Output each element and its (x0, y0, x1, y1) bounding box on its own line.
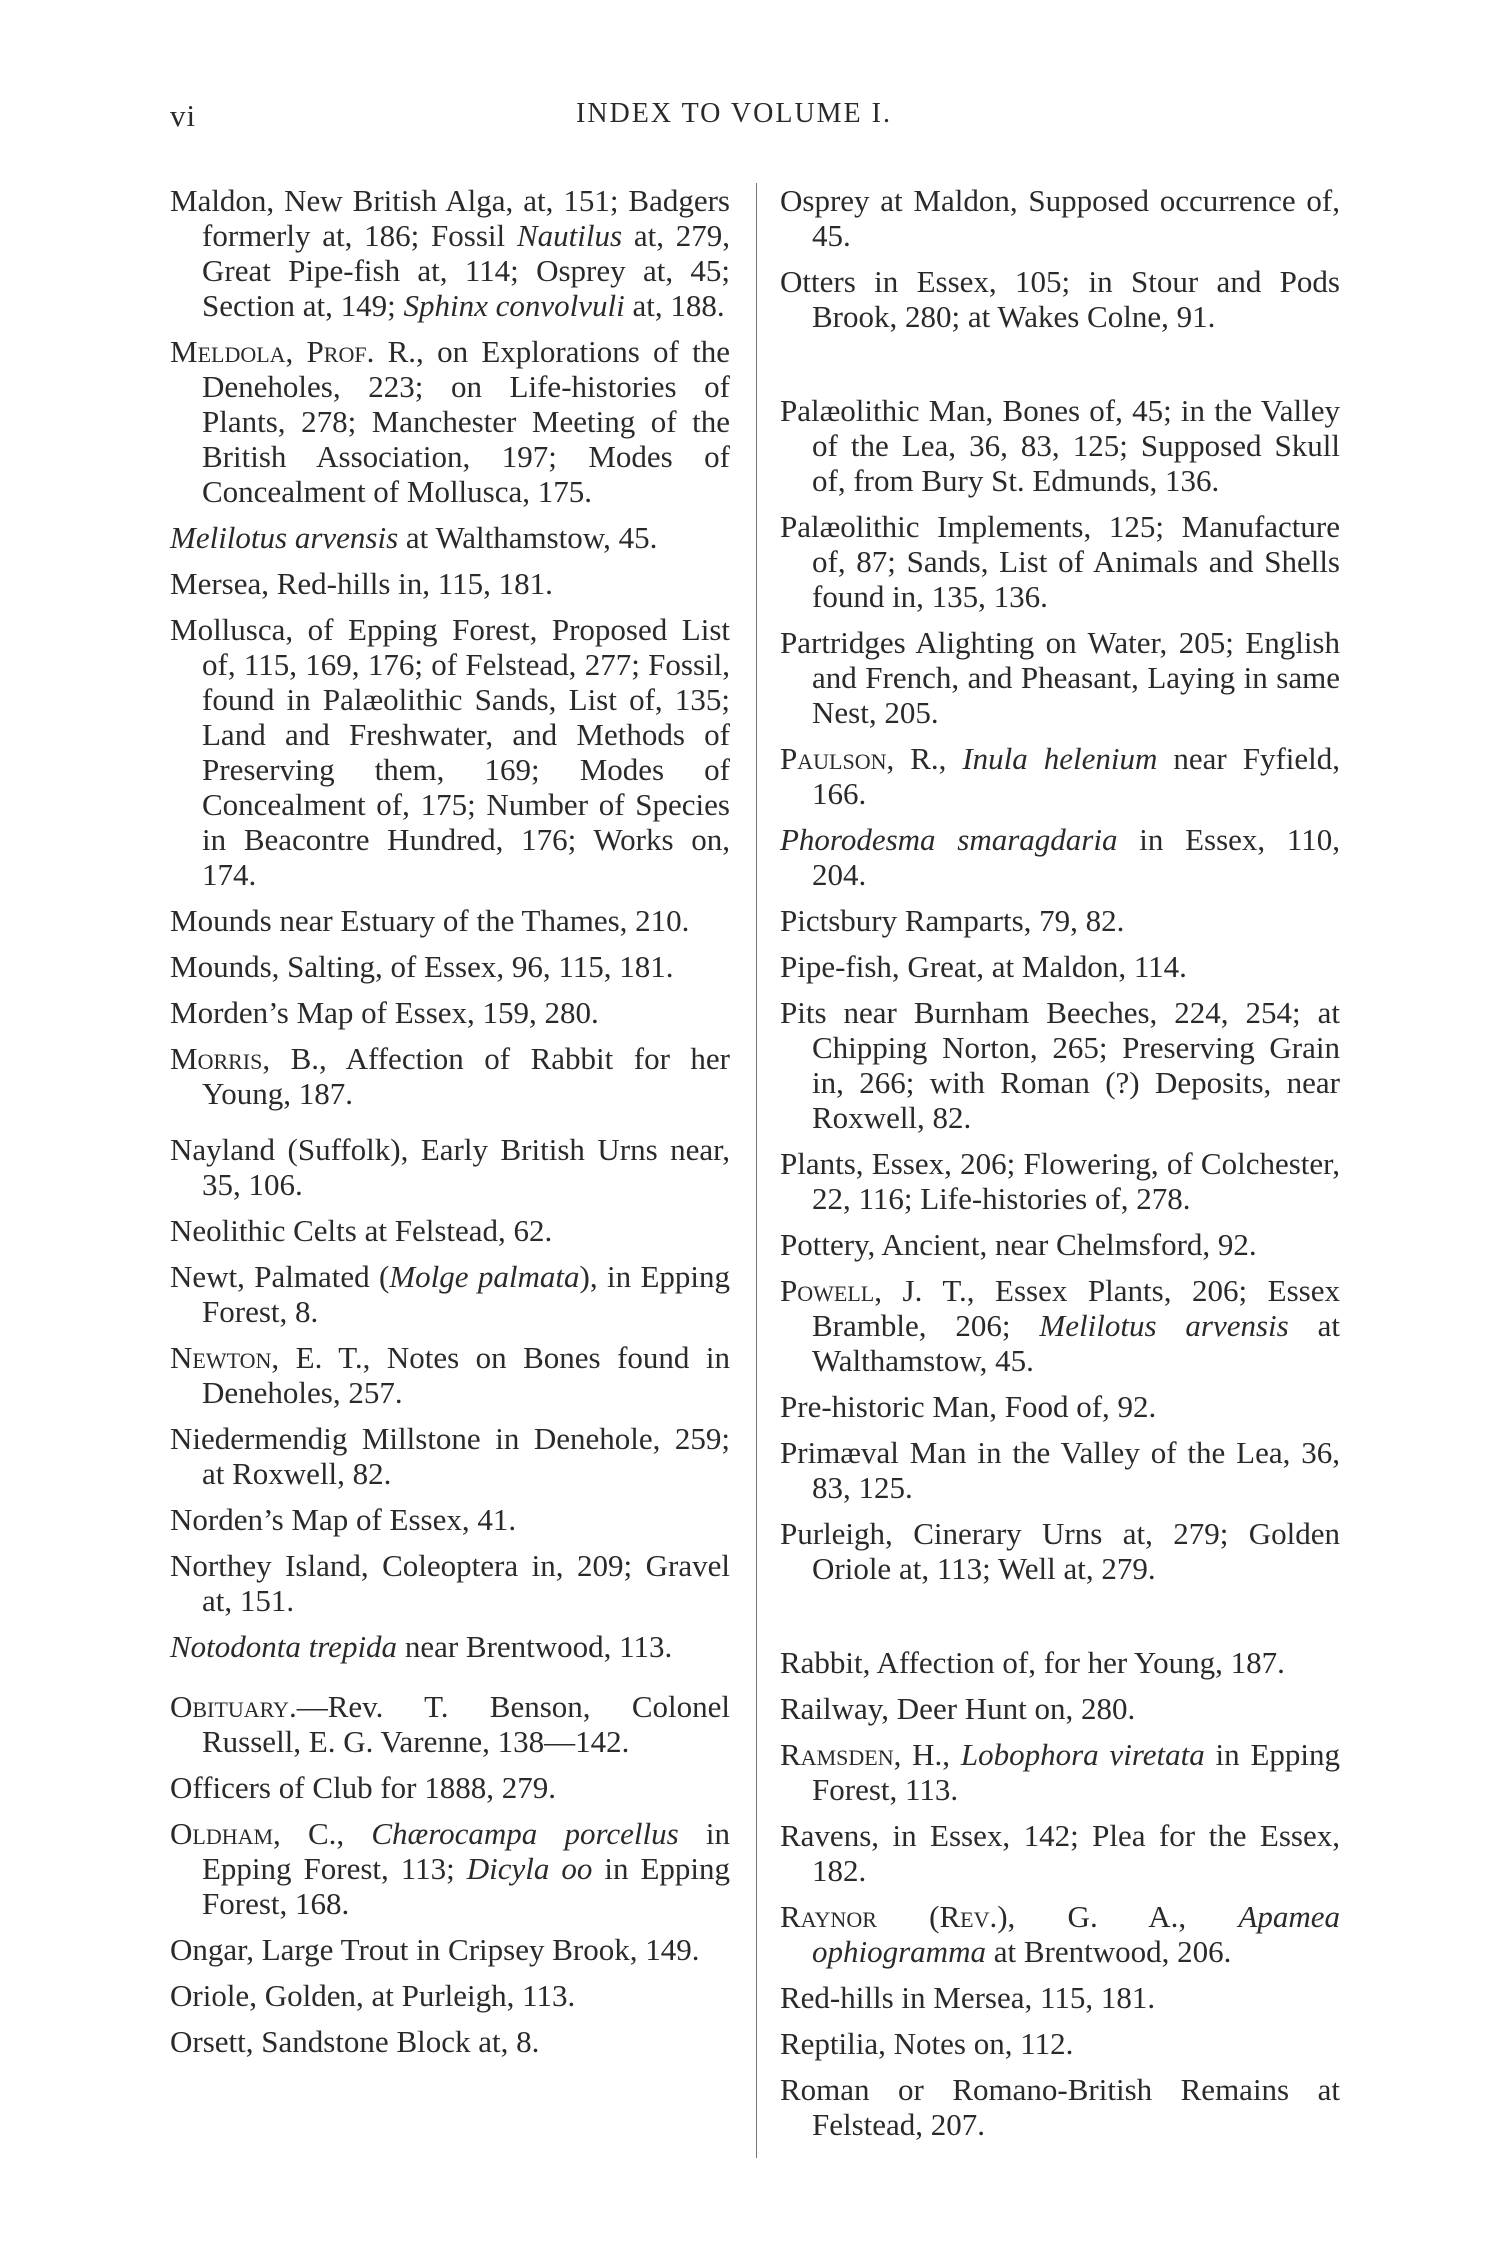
section-break (780, 1597, 1340, 1645)
entry-text: Palæolithic Man, Bones of, 45; in the Valley of the Lea, 36, 83, 125; Supposed Skull of, from Bury St. Edmunds, 136. (780, 393, 1340, 498)
entry-text: , Notes on Bones found in Deneholes, 257. (202, 1340, 731, 1410)
running-title: INDEX TO VOLUME I. (576, 98, 892, 129)
entry-text: Pre-historic Man, Food of, 92. (780, 1389, 1157, 1424)
entry-text: Roman or Romano-British Remains at Felstead, 207. (780, 2072, 1340, 2142)
index-entry (780, 625, 1340, 730)
index-entry (170, 1340, 730, 1410)
entry-text: Pictsbury Ramparts, 79, 82. (780, 903, 1125, 938)
author-name: Newton, E. T. (170, 1340, 363, 1375)
index-entry (170, 1689, 730, 1759)
section-break (170, 1122, 730, 1132)
entry-text: Purleigh, Cinerary Urns at, 279; Golden Oriole at, 113; Well at, 279. (780, 1516, 1340, 1586)
entry-text: Plants, Essex, 206; Flowering, of Colchester, 22, 116; Life-histories of, 278. (780, 1146, 1340, 1216)
entry-text: Norden’s Map of Essex, 41. (170, 1502, 517, 1537)
index-entry (170, 1041, 730, 1111)
species-name: Dicyla oo (466, 1851, 593, 1886)
entry-text: Rabbit, Affection of, for her Young, 187. (780, 1645, 1285, 1680)
index-entry (170, 995, 730, 1030)
index-entry (780, 264, 1340, 334)
entry-text: Nayland (Suffolk), Early British Urns near, 35, 106. (170, 1132, 730, 1202)
author-name: Raynor (Rev.), G. A. (780, 1899, 1179, 1934)
index-entry (170, 1932, 730, 1967)
index-entry (170, 2024, 730, 2059)
entry-text: Maldon, New British Alga, at, 151; Badgers formerly at, 186; Fossil (170, 183, 730, 253)
entry-text: Red-hills in Mersea, 115, 181. (780, 1980, 1156, 2015)
entry-text: Railway, Deer Hunt on, 280. (780, 1691, 1136, 1726)
page-header (0, 98, 1511, 148)
section-break (780, 345, 1340, 393)
entry-text: Niedermendig Millstone in Denehole, 259; at Roxwell, 82. (170, 1421, 730, 1491)
index-entry (780, 1273, 1340, 1378)
index-entry (780, 1737, 1340, 1807)
entry-text: , Affection of Rabbit for her Young, 187. (202, 1041, 730, 1111)
index-entry (780, 509, 1340, 614)
index-entry (170, 1548, 730, 1618)
entry-text: , (942, 1737, 961, 1772)
author-name: Powell, J. T. (780, 1273, 967, 1308)
index-entry (170, 183, 730, 323)
entry-text: Mounds, Salting, of Essex, 96, 115, 181. (170, 949, 674, 984)
entry-text: , (336, 1816, 372, 1851)
index-entry (170, 903, 730, 938)
index-entry (780, 1980, 1340, 2015)
index-entry (780, 1227, 1340, 1262)
entry-text: at Walthamstow, 45. (398, 520, 658, 555)
entry-text: Orsett, Sandstone Block at, 8. (170, 2024, 540, 2059)
entry-text: —Rev. T. Benson, Colonel Russell, E. G. Varenne, 138—142. (202, 1689, 730, 1759)
entry-text: Palæolithic Implements, 125; Manufacture of, 87; Sands, List of Animals and Shells found in, 135, 136. (780, 509, 1340, 614)
index-entry (170, 1770, 730, 1805)
entry-text: in Epping Forest, 113. (812, 1737, 1341, 1807)
index-column-left (170, 183, 730, 2070)
entry-text: near Brentwood, 113. (397, 1629, 673, 1664)
section-break (170, 1675, 730, 1689)
entry-text: Mersea, Red-hills in, 115, 181. (170, 566, 553, 601)
author-name: Oldham, C. (170, 1816, 337, 1851)
index-entry (780, 1146, 1340, 1216)
index-entry (170, 1816, 730, 1921)
column-divider (756, 183, 757, 2158)
entry-text: , on Explorations of the Deneholes, 223; on Life-histories of Plants, 278; Manchester Meeting of the British Association, 197; Modes of Concealment of Mollusca, 175. (202, 334, 730, 509)
index-column-right (780, 183, 1340, 2153)
species-name: Lobophora viretata (960, 1737, 1205, 1772)
entry-text: Primæval Man in the Valley of the Lea, 36, 83, 125. (780, 1435, 1340, 1505)
entry-text: Pottery, Ancient, near Chelmsford, 92. (780, 1227, 1257, 1262)
species-name: Sphinx convolvuli (403, 288, 625, 323)
entry-text: Mollusca, of Epping Forest, Proposed List of, 115, 169, 176; of Felstead, 277; Fossil, found in Palæolithic Sands, List of, 135; Land and Freshwater, and Methods of Preserving them, 169; Modes of Concealment of, 175; Number of Species in Beacontre Hundred, 176; Works on, 174. (170, 612, 730, 892)
index-entry (780, 2026, 1340, 2061)
species-name: Chærocampa porcellus (371, 1816, 679, 1851)
entry-text: Northey Island, Coleoptera in, 209; Gravel at, 151. (170, 1548, 730, 1618)
index-entry (170, 1421, 730, 1491)
entry-text: at Walthamstow, 45. (812, 1308, 1341, 1378)
index-entry (170, 1502, 730, 1537)
entry-text: in Epping Forest, 113; (202, 1816, 730, 1886)
entry-text: ), in Epping Forest, 8. (202, 1259, 730, 1329)
entry-text: Neolithic Celts at Felstead, 62. (170, 1213, 553, 1248)
page-number: vi (170, 98, 197, 133)
entry-text: Ongar, Large Trout in Cripsey Brook, 149. (170, 1932, 700, 1967)
index-entry (780, 393, 1340, 498)
index-entry (780, 1516, 1340, 1586)
index-entry (780, 183, 1340, 253)
entry-text: Newt, Palmated ( (170, 1259, 390, 1294)
entry-text: Morden’s Map of Essex, 159, 280. (170, 995, 599, 1030)
index-entry (170, 1132, 730, 1202)
entry-text: Reptilia, Notes on, 112. (780, 2026, 1074, 2061)
entry-text: Partridges Alighting on Water, 205; English and French, and Pheasant, Laying in same Nest, 205. (780, 625, 1340, 730)
entry-text: , (938, 741, 963, 776)
species-name: Melilotus arvensis (1039, 1308, 1289, 1343)
entry-text: in Essex, 110, 204. (812, 822, 1340, 892)
index-entry (780, 903, 1340, 938)
entry-text: Pits near Burnham Beeches, 224, 254; at Chipping Norton, 265; Preserving Grain in, 266; with Roman (?) Deposits, near Roxwell, 82. (780, 995, 1340, 1135)
entry-text: at, 188. (624, 288, 725, 323)
index-entry (780, 1899, 1340, 1969)
species-name: Notodonta trepida (170, 1629, 398, 1664)
index-entry (780, 995, 1340, 1135)
index-entry (170, 949, 730, 984)
entry-text: Mounds near Estuary of the Thames, 210. (170, 903, 690, 938)
species-name: Phorodesma smaragdaria (780, 822, 1118, 857)
author-name: Ramsden, H. (780, 1737, 943, 1772)
index-entry (780, 1645, 1340, 1680)
index-entry (780, 741, 1340, 811)
species-name: Inula helenium (962, 741, 1158, 776)
entry-text: near Fyfield, 166. (812, 741, 1340, 811)
entry-text: Pipe-fish, Great, at Maldon, 114. (780, 949, 1187, 984)
entry-text: Ravens, in Essex, 142; Plea for the Essex, 182. (780, 1818, 1340, 1888)
index-entry (780, 2072, 1340, 2142)
index-entry (170, 1213, 730, 1248)
entry-text: in Epping Forest, 168. (202, 1851, 730, 1921)
author-name: Morris, B. (170, 1041, 320, 1076)
entry-text: at Brentwood, 206. (985, 1934, 1232, 1969)
index-entry (780, 1691, 1340, 1726)
entry-text: , Essex Plants, 206; Essex Bramble, 206; (812, 1273, 1340, 1343)
species-name: Apamea ophiogramma (812, 1899, 1340, 1969)
index-entry (170, 612, 730, 892)
species-name: Melilotus arvensis (170, 520, 399, 555)
index-entry (170, 334, 730, 509)
author-name: Obituary. (170, 1689, 297, 1724)
index-entry (170, 1259, 730, 1329)
index-entry (170, 1978, 730, 2013)
index-entry (170, 1629, 730, 1664)
entry-text: Officers of Club for 1888, 279. (170, 1770, 557, 1805)
index-entry (780, 949, 1340, 984)
species-name: Nautilus (516, 218, 623, 253)
index-entry (780, 1435, 1340, 1505)
entry-text: Osprey at Maldon, Supposed occurrence of, 45. (780, 183, 1340, 253)
index-entry (780, 1818, 1340, 1888)
author-name: Meldola, Prof. R. (170, 334, 417, 369)
entry-text: Otters in Essex, 105; in Stour and Pods Brook, 280; at Wakes Colne, 91. (780, 264, 1340, 334)
index-entry (780, 822, 1340, 892)
entry-text: at, 279, Great Pipe-fish at, 114; Osprey at, 45; Section at, 149; (202, 218, 730, 323)
index-entry (170, 520, 730, 555)
entry-text: Oriole, Golden, at Purleigh, 113. (170, 1978, 576, 2013)
index-entry (170, 566, 730, 601)
species-name: Molge palmata (389, 1259, 580, 1294)
author-name: Paulson, R. (780, 741, 939, 776)
index-entry (780, 1389, 1340, 1424)
entry-text: , (1178, 1899, 1239, 1934)
